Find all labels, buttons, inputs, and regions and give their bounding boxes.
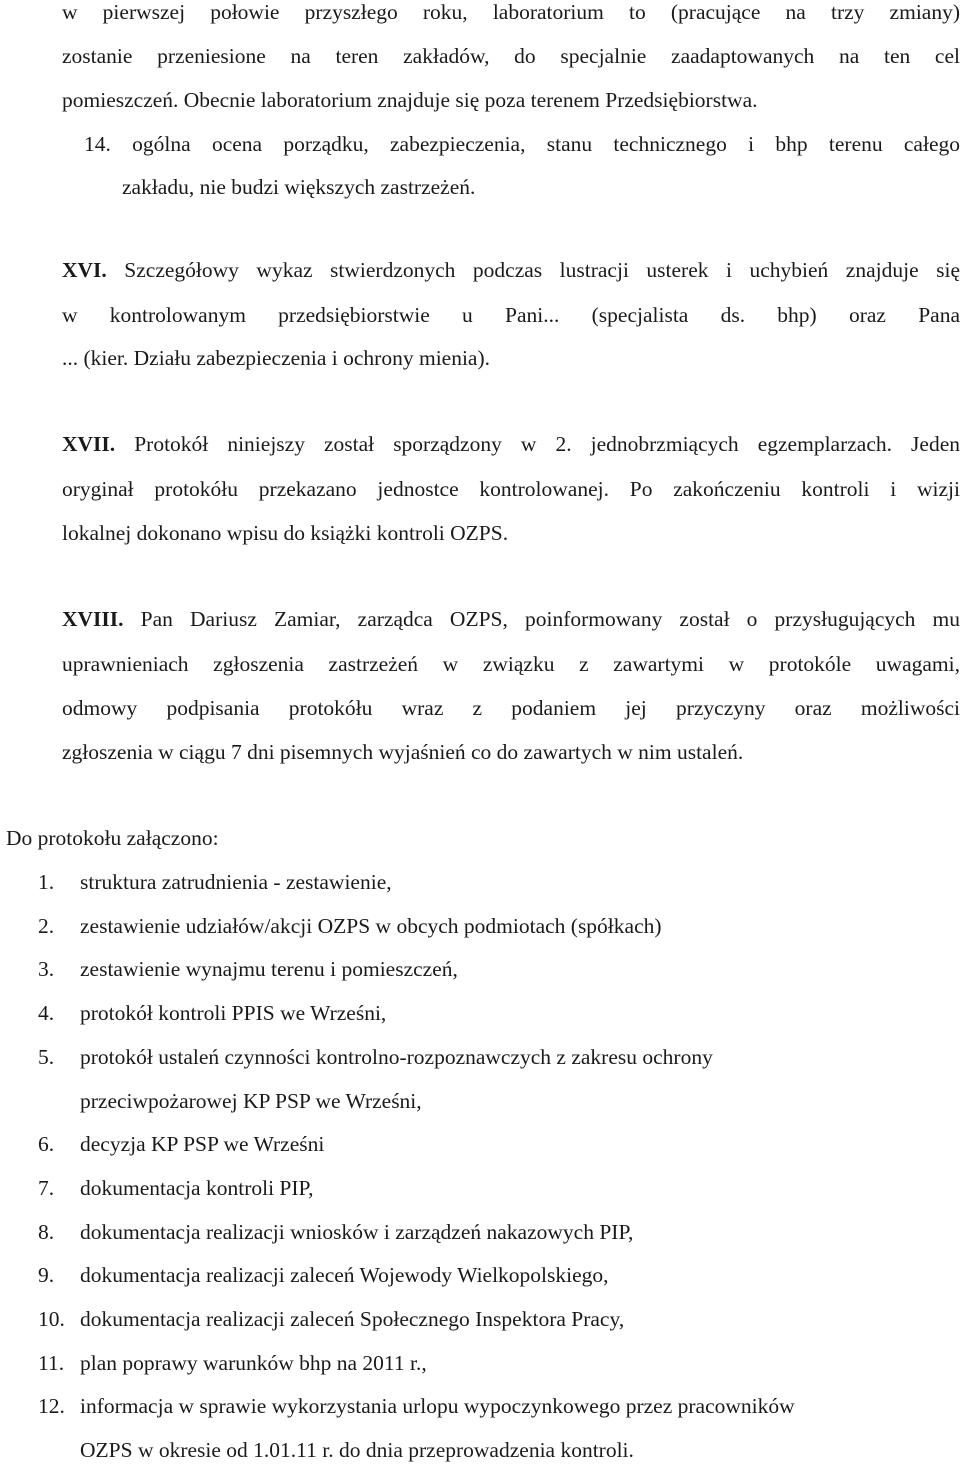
section-xviii-line-3: odmowy podpisania protokółu wraz z podaniem jej przyczyny oraz możliwości [62, 698, 960, 720]
section-13-line-2: zostanie przeniesione na teren zakładów, do specjalnie zaadaptowanych na ten cel [62, 46, 960, 68]
attachment-number: 10. [38, 1307, 65, 1331]
attachment-text: plan poprawy warunków bhp na 2011 r., [80, 1350, 427, 1375]
attachment-text: dokumentacja realizacji wniosków i zarządzeń nakazowych PIP, [80, 1219, 634, 1244]
attachment-number: 5. [38, 1044, 55, 1069]
section-xvii-line-1 [62, 434, 960, 460]
section-xvii-line-3: lokalnej dokonano wpisu do książki kontroli OZPS. [62, 521, 509, 545]
attachment-number: 3. [38, 957, 55, 982]
section-xvii-heading: XVII. [62, 434, 116, 456]
attachment-item-5 [38, 1044, 713, 1069]
attachment-number: 1. [38, 870, 55, 894]
attachment-text-continuation: przeciwpożarowej KP PSP we Wrześni, [80, 1088, 422, 1113]
attachment-item-8 [38, 1219, 634, 1244]
section-xvi-line-3: ... (kier. Działu zabezpieczenia i ochrony mienia). [62, 346, 491, 370]
attachment-text: decyzja KP PSP we Wrześni [80, 1132, 325, 1157]
attachment-item-10 [38, 1309, 624, 1331]
attachment-item-7 [38, 1175, 314, 1200]
section-xvi-line-2: w kontrolowanym przedsiębiorstwie u Pani... (specjalista ds. bhp) oraz Pana [62, 305, 960, 327]
attachment-number: 12. [38, 1394, 65, 1419]
attachment-text: dokumentacja realizacji zaleceń Wojewody Wielkopolskiego, [80, 1263, 609, 1288]
section-13-line-1: w pierwszej połowie przyszłego roku, laboratorium to (pracujące na trzy zmiany) [62, 2, 960, 24]
attachment-number: 9. [38, 1263, 55, 1288]
attachment-number: 2. [38, 913, 55, 938]
attachment-item-2 [38, 913, 662, 938]
section-14-line-2: zakładu, nie budzi większych zastrzeżeń. [122, 175, 476, 199]
section-xvi-text-1: Szczegółowy wykaz stwierdzonych podczas lustracji usterek i uchybień znajduje się [124, 260, 960, 282]
attachment-text: zestawienie udziałów/akcji OZPS w obcych podmiotach (spółkach) [80, 913, 662, 938]
section-xvii-text-1: Protokół niniejszy został sporządzony w 2. jednobrzmiących egzemplarzach. Jeden [134, 434, 960, 456]
section-xvii-line-2: oryginał protokółu przekazano jednostce kontrolowanej. Po zakończeniu kontroli i wizji [62, 479, 960, 501]
attachment-text: protokół ustaleń czynności kontrolno-rozpoznawczych z zakresu ochrony [80, 1044, 713, 1069]
section-14-line-1: 14. ogólna ocena porządku, zabezpieczenia, stanu technicznego i bhp terenu całego [84, 134, 960, 156]
attachment-item-3 [38, 959, 458, 981]
attachment-item-4 [38, 1003, 386, 1025]
section-xviii-line-1 [62, 609, 960, 635]
attachment-number: 8. [38, 1219, 55, 1244]
attachment-number: 4. [38, 1001, 55, 1026]
attachment-item-6 [38, 1134, 324, 1156]
section-xvi-heading: XVI. [62, 260, 107, 282]
attachment-number: 7. [38, 1175, 55, 1200]
section-xviii-heading: XVIII. [62, 609, 124, 631]
section-13-line-3: pomieszczeń. Obecnie laboratorium znajduje się poza terenem Przedsiębiorstwa. [62, 88, 758, 112]
attachment-item-1 [38, 872, 392, 894]
attachment-number: 11. [38, 1350, 65, 1375]
attachment-text: dokumentacja realizacji zaleceń Społecznego Inspektora Pracy, [80, 1307, 625, 1331]
attachment-number: 6. [38, 1132, 55, 1157]
attachments-title: Do protokołu załączono: [6, 826, 219, 850]
section-xviii-text-1: Pan Dariusz Zamiar, zarządca OZPS, poinformowany został o przysługujących mu [140, 609, 960, 631]
attachment-item-12 [38, 1396, 795, 1418]
attachment-text: zestawienie wynajmu terenu i pomieszczeń, [80, 957, 458, 982]
attachment-text: protokół kontroli PPIS we Wrześni, [80, 1001, 387, 1026]
section-xviii-line-2: uprawnieniach zgłoszenia zastrzeżeń w związku z zawartymi w protokóle uwagami, [62, 654, 960, 676]
attachment-text: dokumentacja kontroli PIP, [80, 1175, 314, 1200]
attachment-text: struktura zatrudnienia - zestawienie, [80, 870, 392, 894]
attachment-item-9 [38, 1265, 609, 1287]
attachment-text: informacja w sprawie wykorzystania urlopu wypoczynkowego przez pracowników [80, 1394, 795, 1419]
attachment-text-continuation: OZPS w okresie od 1.01.11 r. do dnia przeprowadzenia kontroli. [80, 1438, 634, 1463]
attachment-item-11 [38, 1350, 427, 1375]
section-xviii-line-4: zgłoszenia w ciągu 7 dni pisemnych wyjaśnień co do zawartych w nim ustaleń. [62, 740, 744, 764]
section-xvi-line-1 [62, 260, 960, 286]
